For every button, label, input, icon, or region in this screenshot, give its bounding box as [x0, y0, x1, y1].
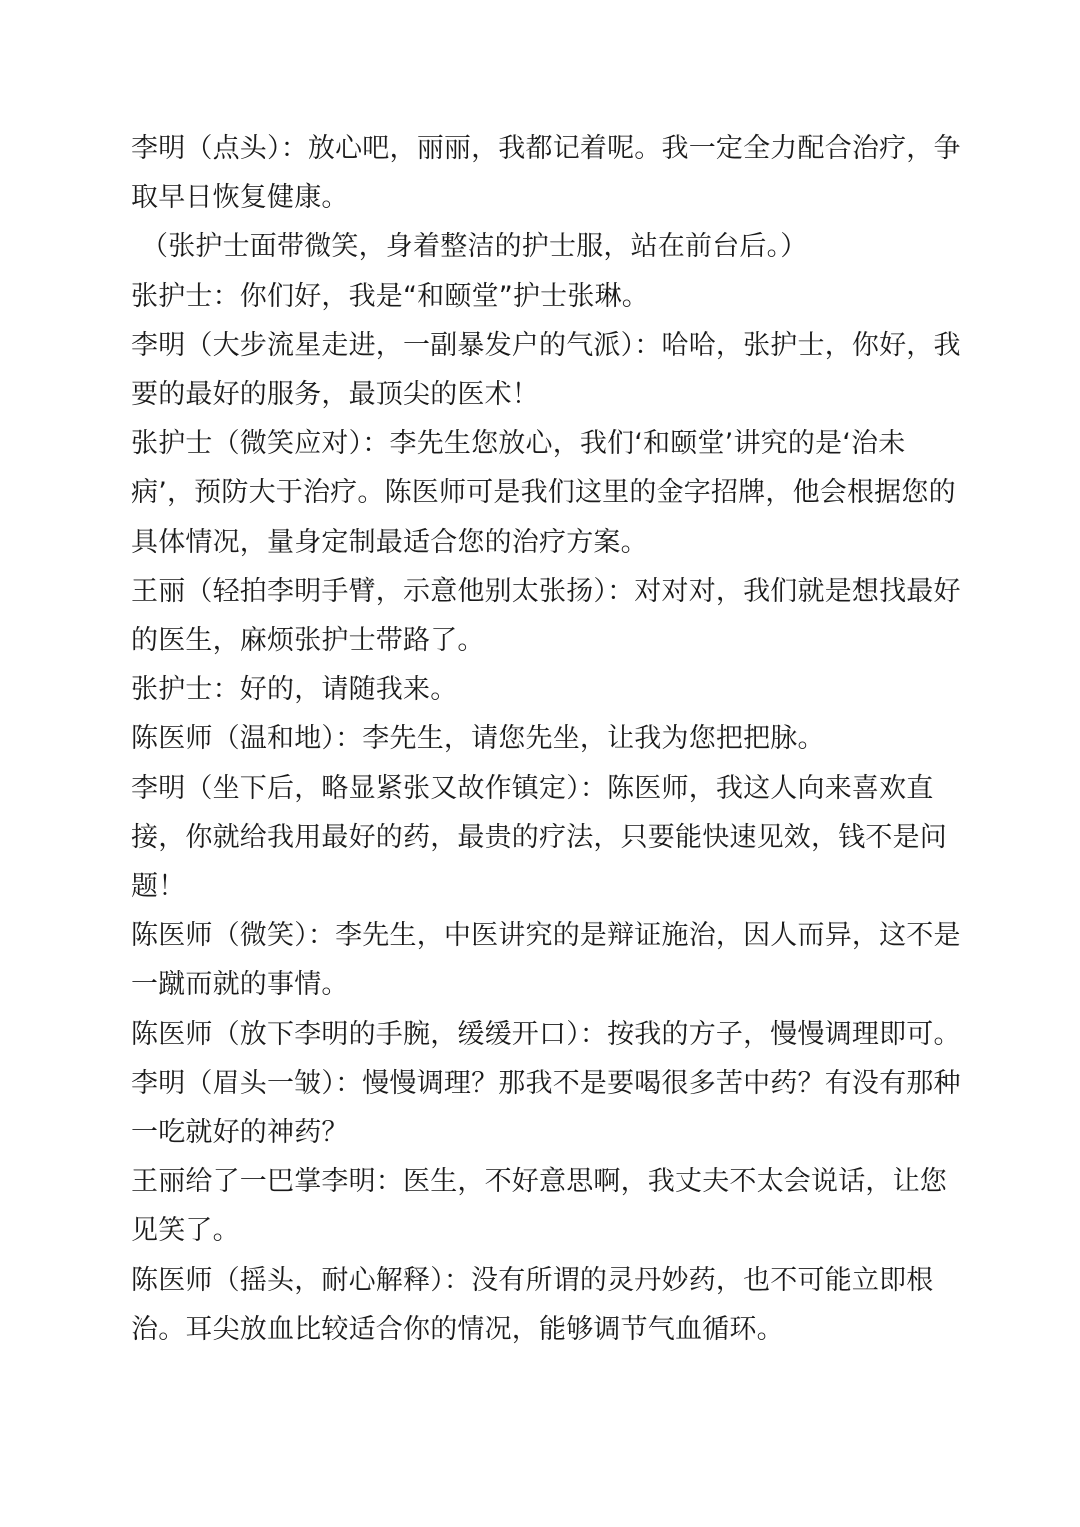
dialogue-line: 陈医师（放下李明的手腕，缓缓开口）：按我的方子，慢慢调理即可。: [131, 1018, 961, 1050]
dialogue-line: 李明（眉头一皱）：慢慢调理？那我不是要喝很多苦中药？有没有那种一吃就好的神药？: [131, 1067, 961, 1149]
dialogue-line: 李明（坐下后，略显紧张又故作镇定）：陈医师，我这人向来喜欢直接，你就给我用最好的药，最贵的疗法，只要能快速见效，钱不是问题！: [131, 772, 947, 903]
script-text: [131, 124, 961, 1354]
dialogue-line: 王丽（轻拍李明手臂，示意他别太张扬）：对对对，我们就是想找最好的医生，麻烦张护士带路了。: [131, 575, 961, 657]
dialogue-line: 张护士（微笑应对）：李先生您放心，我们‘和颐堂’讲究的是‘治未病’，预防大于治疗。陈医师可是我们这里的金字招牌，他会根据您的具体情况，量身定制最适合您的治疗方案。: [131, 428, 956, 558]
stage-direction: （张护士面带微笑，身着整洁的护士服，站在前台后。）: [141, 231, 808, 263]
dialogue-line: 陈医师（摇头，耐心解释）：没有所谓的灵丹妙药，也不可能立即根治。耳尖放血比较适合你的情况，能够调节气血循环。: [131, 1264, 934, 1345]
dialogue-line: 李明（点头）：放心吧，丽丽，我都记着呢。我一定全力配合治疗，争取早日恢复健康。: [131, 133, 961, 214]
dialogue-line: 陈医师（微笑）：李先生，中医讲究的是辩证施治，因人而异，这不是一蹴而就的事情。: [131, 920, 961, 1001]
dialogue-line: 张护士：好的，请随我来。: [131, 674, 458, 706]
dialogue-line: 李明（大步流星走进，一副暴发户的气派）：哈哈，张护士，你好，我要的最好的服务，最顶尖的医术！: [131, 329, 961, 411]
dialogue-line: 陈医师（温和地）：李先生，请您先坐，让我为您把把脉。: [131, 723, 825, 755]
dialogue-line: 张护士：你们好，我是“和颐堂”护士张琳。: [131, 280, 649, 312]
dialogue-line: 王丽给了一巴掌李明：医生，不好意思啊，我丈夫不太会说话，让您见笑了。: [131, 1166, 947, 1247]
